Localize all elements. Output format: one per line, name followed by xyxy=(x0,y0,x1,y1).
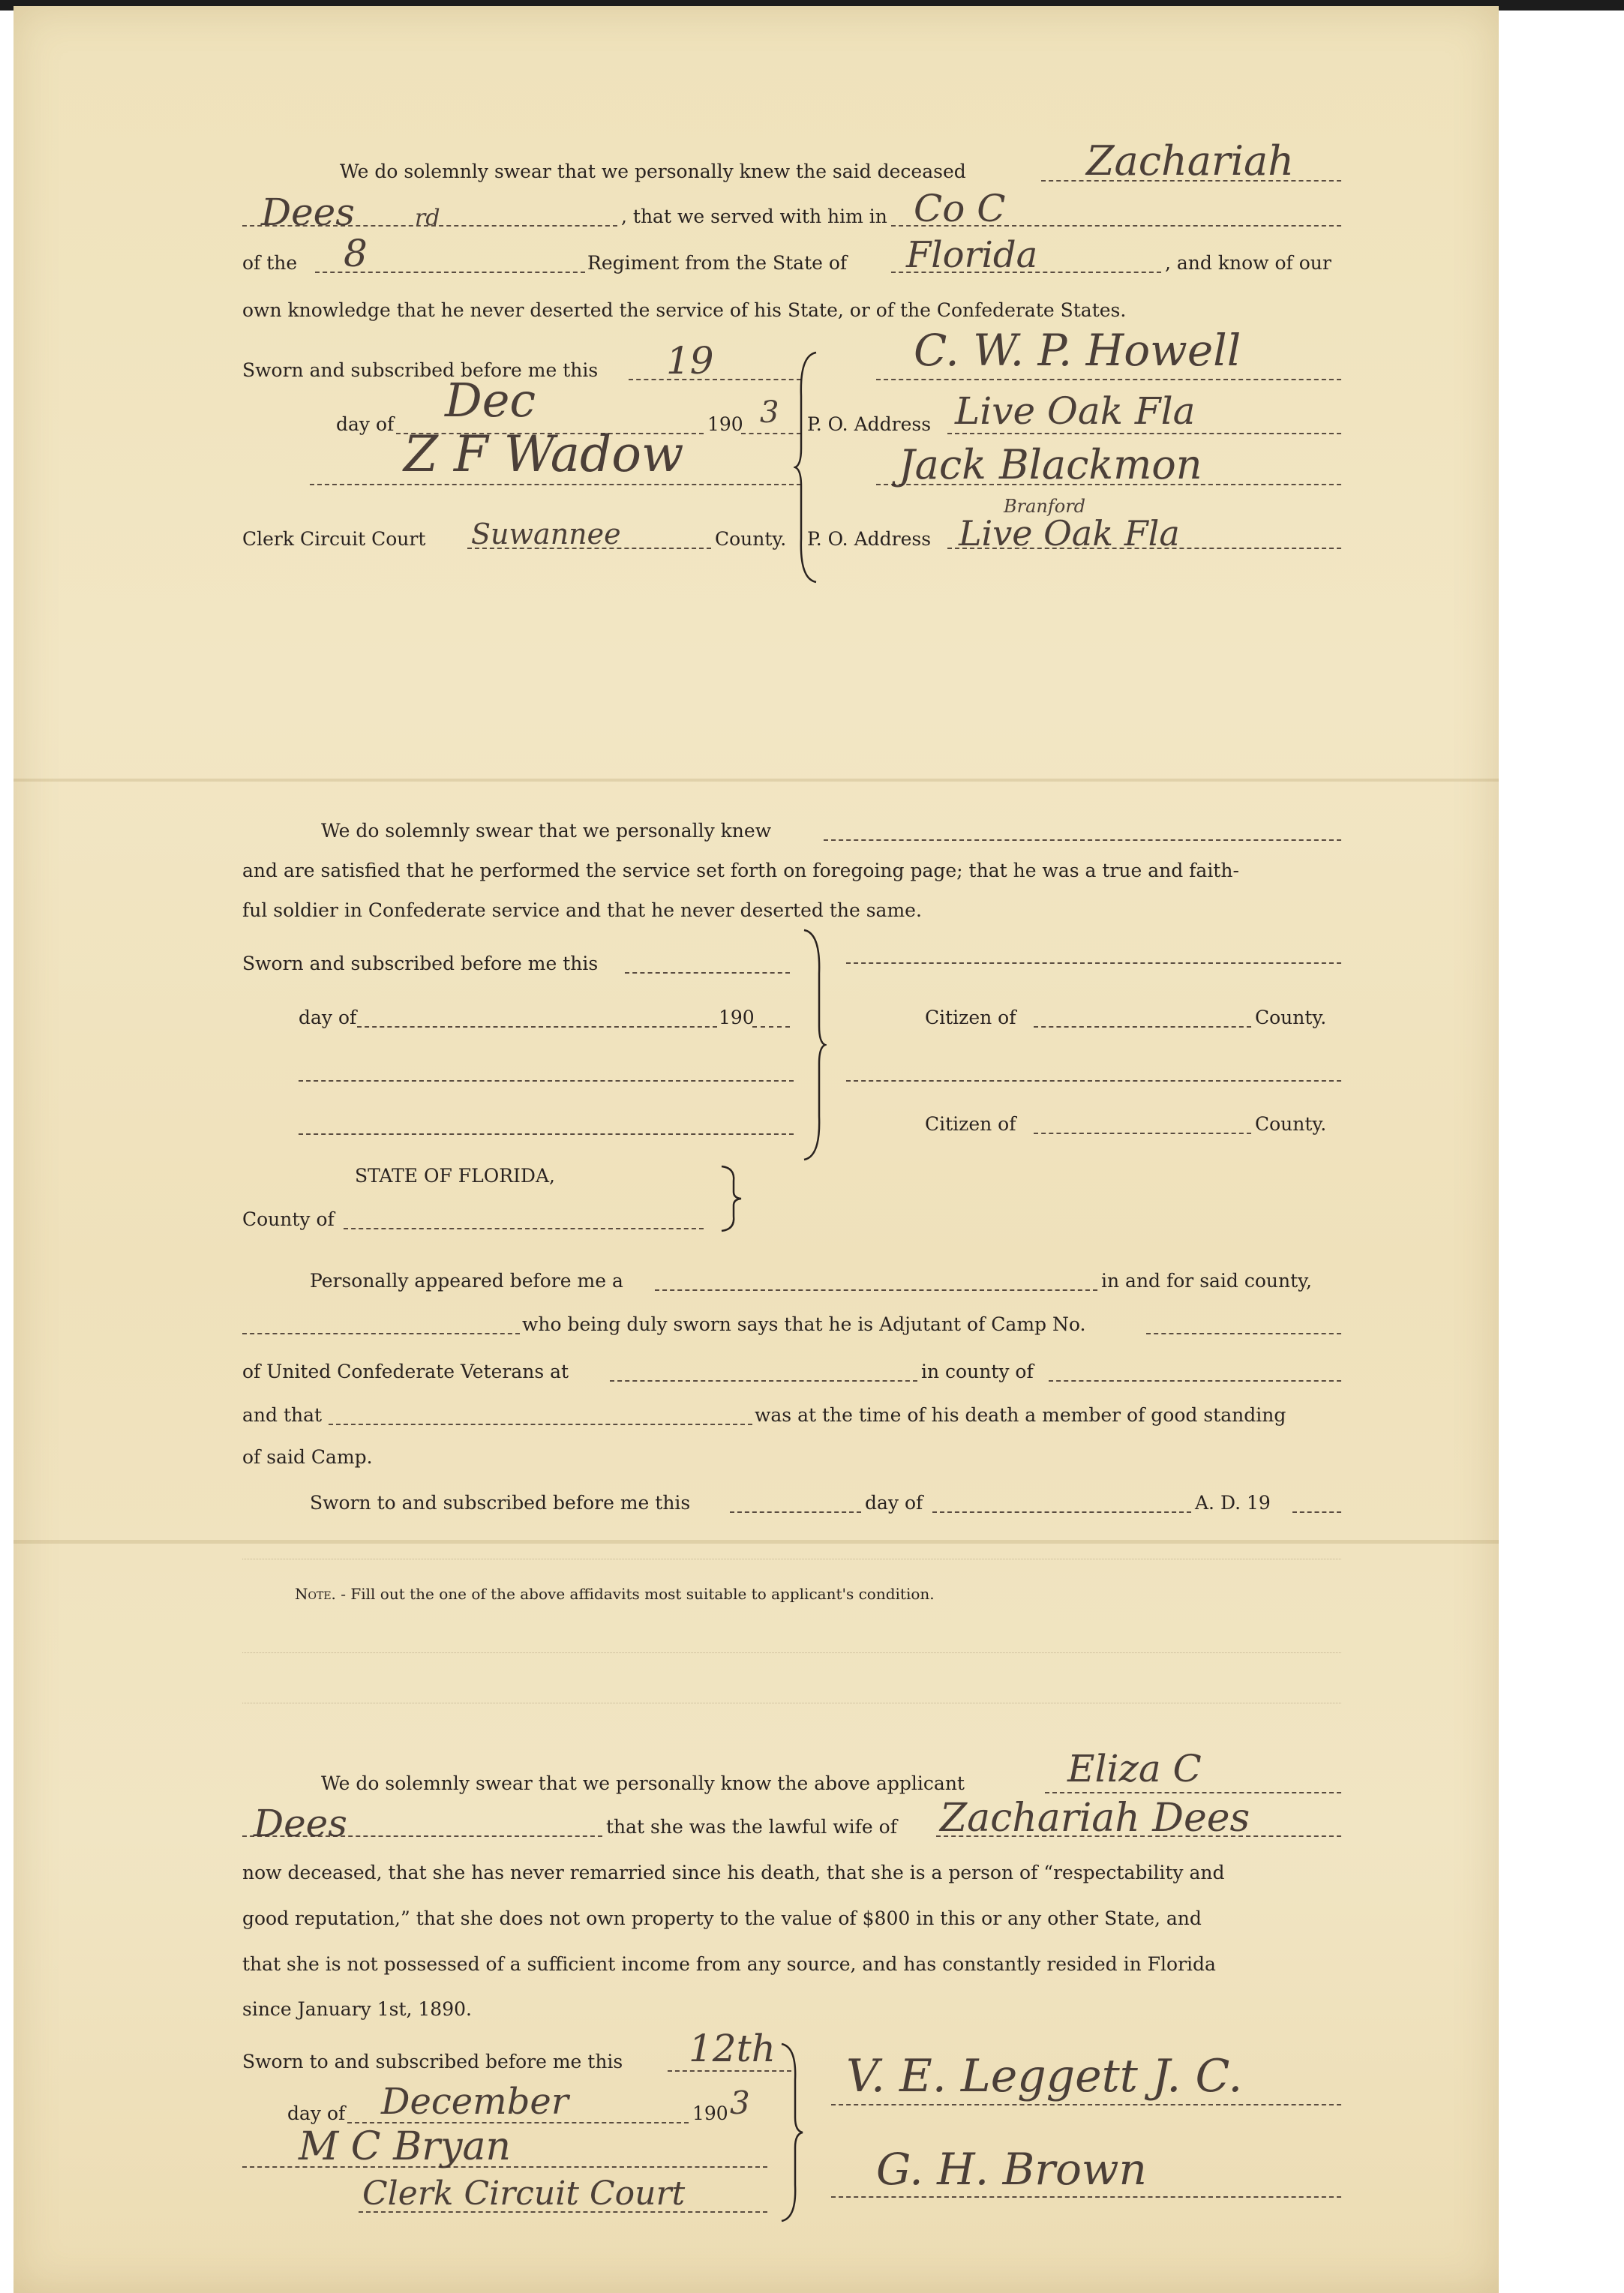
citizen1-county-blank xyxy=(1034,1026,1251,1028)
hw-applicant-first: Eliza C xyxy=(1067,1747,1202,1790)
citizen2-signature-line xyxy=(846,1080,1341,1082)
widow-year-prefix: 190 xyxy=(692,2102,728,2124)
hw-sworn-day: 19 xyxy=(666,339,714,383)
hw-clerk-county: Suwannee xyxy=(471,518,621,551)
widow-sworn-label: Sworn to and subscribed before me this xyxy=(242,2051,623,2072)
citizens-soldier-blank xyxy=(824,839,1341,841)
citizen1-county-suffix: County. xyxy=(1255,1007,1327,1028)
camp-sworn-mid: day of xyxy=(865,1492,923,1514)
po-address-label-1: P. O. Address xyxy=(807,413,932,435)
brace-citizens xyxy=(801,929,827,1161)
hw-regiment: 8 xyxy=(344,232,368,275)
camp-sworn-month-blank xyxy=(932,1511,1191,1513)
comrades-line4: own knowledge that he never deserted the service of his State, or of the Confederate States. xyxy=(242,299,1127,321)
camp-line3-pre: of United Confederate Veterans at xyxy=(242,1361,569,1382)
camp-line1-pre: Personally appeared before me a xyxy=(310,1270,623,1292)
hw-company: Co C xyxy=(914,187,1006,230)
brace-venue xyxy=(719,1165,744,1232)
camp-sworn-day-blank xyxy=(730,1511,861,1513)
comrades-sworn-label: Sworn and subscribed before me this xyxy=(242,359,599,381)
clerk-county-suffix: County. xyxy=(715,528,787,550)
citizen2-county-suffix: County. xyxy=(1255,1113,1327,1135)
hw-widow-witness2: G. H. Brown xyxy=(876,2144,1147,2195)
widow-line6: since January 1st, 1890. xyxy=(242,1998,472,2020)
comrades-year-prefix: 190 xyxy=(707,413,743,435)
widow-line5: that she is not possessed of a sufficient income from any source, and has constantly resided in Florida xyxy=(242,1953,1216,1975)
widow-day-of-label: day of xyxy=(287,2102,346,2124)
citizens-sworn-day-blank xyxy=(625,972,790,974)
hw-husband: Zachariah Dees xyxy=(940,1796,1250,1841)
applicant-name-blank xyxy=(1045,1792,1341,1793)
hw-widow-clerk-title: Clerk Circuit Court xyxy=(362,2174,686,2213)
hw-sworn-month: Dec xyxy=(445,373,536,428)
hw-clerk-signature: Z F Wadow xyxy=(404,425,684,483)
comrades-line3-pre: of the xyxy=(242,252,298,274)
hw-deceased-last: Dees xyxy=(261,191,355,234)
hw-applicant-last: Dees xyxy=(254,1802,347,1845)
camp-line2: who being duly sworn says that he is Adjutant of Camp No. xyxy=(522,1313,1086,1335)
comrades-line1: We do solemnly swear that we personally knew the said deceased xyxy=(340,161,966,182)
hw-witness1-address: Live Oak Fla xyxy=(955,389,1196,433)
citizens-line1: We do solemnly swear that we personally knew xyxy=(321,820,772,842)
citizen2-county-blank xyxy=(1034,1133,1251,1134)
widow-sworn-day-blank xyxy=(668,2070,791,2072)
pension-application-page xyxy=(14,6,1499,2293)
comrades-day-of-label: day of xyxy=(336,413,395,435)
hw-widow-month: December xyxy=(381,2081,569,2123)
state-of-florida-label: STATE OF FLORIDA, xyxy=(355,1165,555,1187)
widow-line3: now deceased, that she has never remarried since his death, that she is a person of “respectability and xyxy=(242,1862,1225,1883)
camp-line5: of said Camp. xyxy=(242,1446,373,1468)
comrades-line2: , that we served with him in xyxy=(621,206,887,227)
camp-line4-pre: and that xyxy=(242,1404,323,1426)
sworn-day-blank xyxy=(629,379,801,380)
hw-state: Florida xyxy=(906,234,1038,276)
camp-member-blank xyxy=(329,1424,752,1425)
citizens-line3: ful soldier in Confederate service and that he never deserted the same. xyxy=(242,899,922,921)
note-text: - Fill out the one of the above affidavits most suitable to applicant's condition. xyxy=(335,1585,935,1603)
camp-county-blank xyxy=(344,1228,704,1229)
citizens-month-blank xyxy=(357,1026,717,1028)
comrades-line3-post: , and know of our xyxy=(1165,252,1331,274)
note-label: Note. xyxy=(295,1585,336,1603)
citizens-officer-line-2 xyxy=(299,1133,794,1135)
camp-sworn-post: A. D. 19 xyxy=(1195,1492,1271,1514)
citizen1-label: Citizen of xyxy=(925,1007,1016,1028)
citizens-year-prefix: 190 xyxy=(719,1007,755,1028)
hw-widow-day: 12th xyxy=(689,2027,776,2070)
camp-sworn-year-blank xyxy=(1292,1511,1341,1513)
year-blank xyxy=(741,433,801,434)
citizens-year-blank xyxy=(752,1026,790,1028)
camp-number-blank xyxy=(1146,1333,1341,1334)
camp-county2-blank xyxy=(1049,1380,1341,1382)
citizens-sworn-label: Sworn and subscribed before me this xyxy=(242,953,599,974)
faint-rule-2 xyxy=(242,1652,1341,1653)
hw-deceased-first: Zachariah xyxy=(1086,137,1294,185)
county-of-label: County of xyxy=(242,1208,335,1230)
brace-widow xyxy=(779,2042,804,2222)
hw-regiment-ordinal: rd xyxy=(415,205,440,231)
camp-line3-post: in county of xyxy=(921,1361,1034,1382)
camp-officer-blank xyxy=(655,1289,1097,1291)
widow-witness1-line xyxy=(831,2104,1341,2105)
citizens-day-of-label: day of xyxy=(299,1007,357,1028)
hw-widow-year-digit: 3 xyxy=(730,2084,750,2121)
widow-line2: that she was the lawful wife of xyxy=(606,1816,897,1838)
camp-adjutant-name-blank xyxy=(242,1333,520,1334)
hw-year-digit: 3 xyxy=(760,395,779,430)
citizen1-signature-line xyxy=(846,962,1341,964)
hw-widow-witness1: V. E. Leggett J. C. xyxy=(846,2050,1243,2102)
hw-witness2-address-insert: Branford xyxy=(1004,496,1086,517)
comrades-line3-mid: Regiment from the State of xyxy=(587,252,848,274)
clerk-signature-line xyxy=(310,484,801,485)
camp-line4-post: was at the time of his death a member of good standing xyxy=(755,1404,1286,1426)
citizens-line2: and are satisfied that he performed the service set forth on foregoing page; that he was a true and faith- xyxy=(242,860,1239,881)
camp-line1-post: in and for said county, xyxy=(1101,1270,1312,1292)
hw-witness1: C. W. P. Howell xyxy=(914,325,1241,376)
hw-widow-clerk: M C Bryan xyxy=(299,2124,512,2169)
camp-sworn-pre: Sworn to and subscribed before me this xyxy=(310,1492,691,1514)
note-line xyxy=(295,1586,935,1601)
camp-location-blank xyxy=(610,1380,917,1382)
widow-line4: good reputation,” that she does not own property to the value of $800 in this or any other State, and xyxy=(242,1907,1202,1929)
citizens-officer-line-1 xyxy=(299,1080,794,1082)
clerk-circuit-court-label: Clerk Circuit Court xyxy=(242,528,426,550)
hw-witness2: Jack Blackmon xyxy=(899,441,1202,488)
po-address-label-2: P. O. Address xyxy=(807,528,932,550)
citizen2-label: Citizen of xyxy=(925,1113,1016,1135)
witness1-address-blank xyxy=(947,433,1341,434)
witness1-signature-line xyxy=(876,379,1341,380)
hw-witness2-address: Live Oak Fla xyxy=(959,513,1180,554)
widow-witness2-line xyxy=(831,2196,1341,2198)
widow-line1: We do solemnly swear that we personally know the above applicant xyxy=(321,1772,965,1794)
